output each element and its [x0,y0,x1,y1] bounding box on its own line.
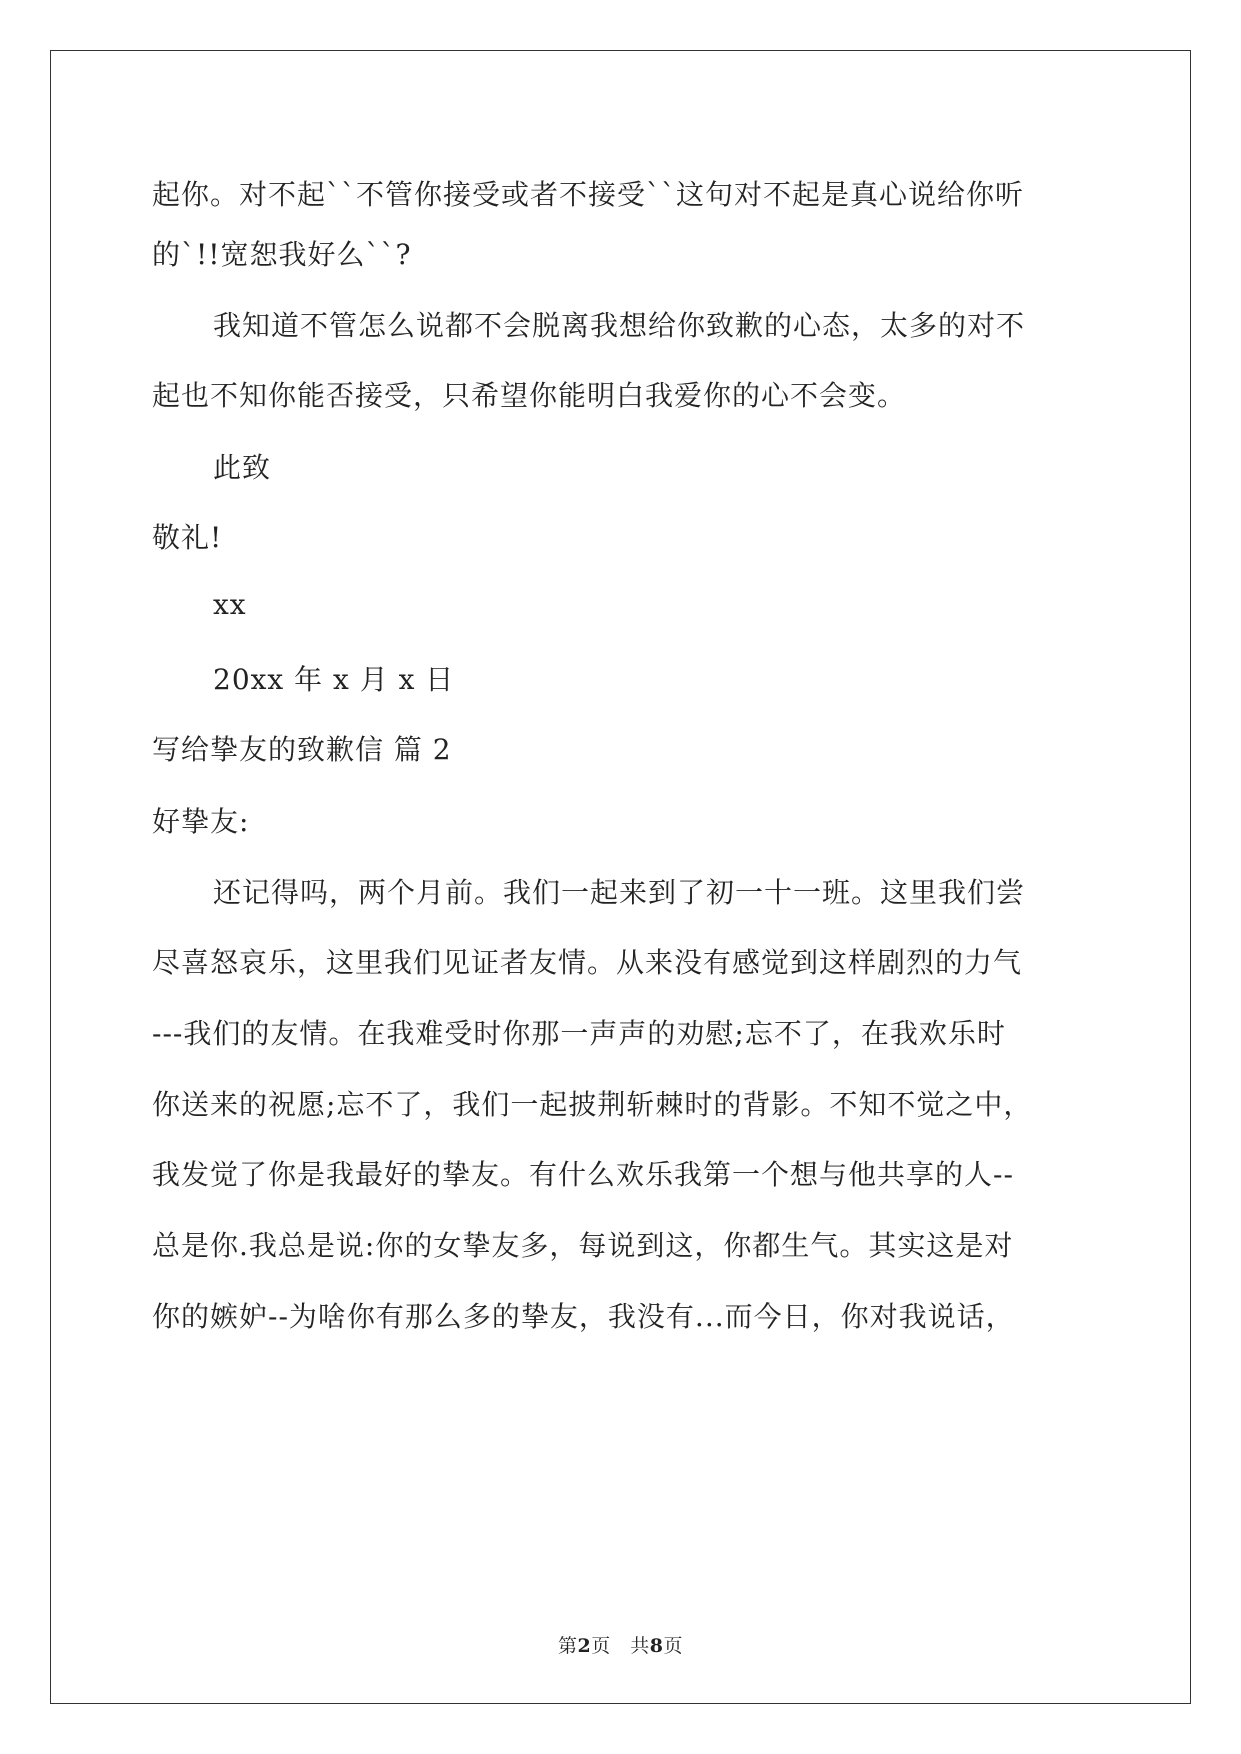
text-line: 我知道不管怎么说都不会脱离我想给你致歉的心态，太多的对不 [213,309,1026,342]
section-heading: 写给挚友的致歉信 篇 2 [152,733,452,766]
closing-regards: 敬礼! [152,521,223,554]
text-line: 总是你.我总是说:你的女挚友多，每说到这，你都生气。其实这是对 [152,1229,1014,1262]
page-footer [0,1631,1241,1658]
footer-current-page: 2 [577,1635,592,1657]
text-line: 起你。对不起``不管你接受或者不接受``这句对不起是真心说给你听 [152,178,1025,211]
text-line: 的`!!宽恕我好么``? [152,238,412,271]
text-line: 我发觉了你是我最好的挚友。有什么欢乐我第一个想与他共享的人-- [152,1158,1014,1191]
text-line: ---我们的友情。在我难受时你那一声声的劝慰;忘不了，在我欢乐时 [152,1017,1006,1050]
footer-total-pages: 8 [649,1635,664,1657]
date-line: 20xx 年 x 月 x 日 [213,663,455,696]
greeting: 好挚友: [152,805,250,838]
closing-salutation: 此致 [213,451,272,484]
text-line: 起也不知你能否接受，只希望你能明白我爱你的心不会变。 [152,379,907,412]
text-line: 还记得吗，两个月前。我们一起来到了初一十一班。这里我们尝 [213,876,1026,909]
footer-mid: 页 共 [591,1635,650,1657]
text-line: 你送来的祝愿;忘不了，我们一起披荆斩棘时的背影。不知不觉之中， [152,1088,1033,1121]
footer-suffix: 页 [663,1635,683,1657]
footer-prefix: 第 [557,1635,578,1657]
text-line: 你的嫉妒--为啥你有那么多的挚友，我没有...而今日，你对我说话， [152,1300,1015,1333]
text-line: 尽喜怒哀乐，这里我们见证者友情。从来没有感觉到这样剧烈的力气 [152,946,1023,979]
signature: xx [213,588,247,621]
